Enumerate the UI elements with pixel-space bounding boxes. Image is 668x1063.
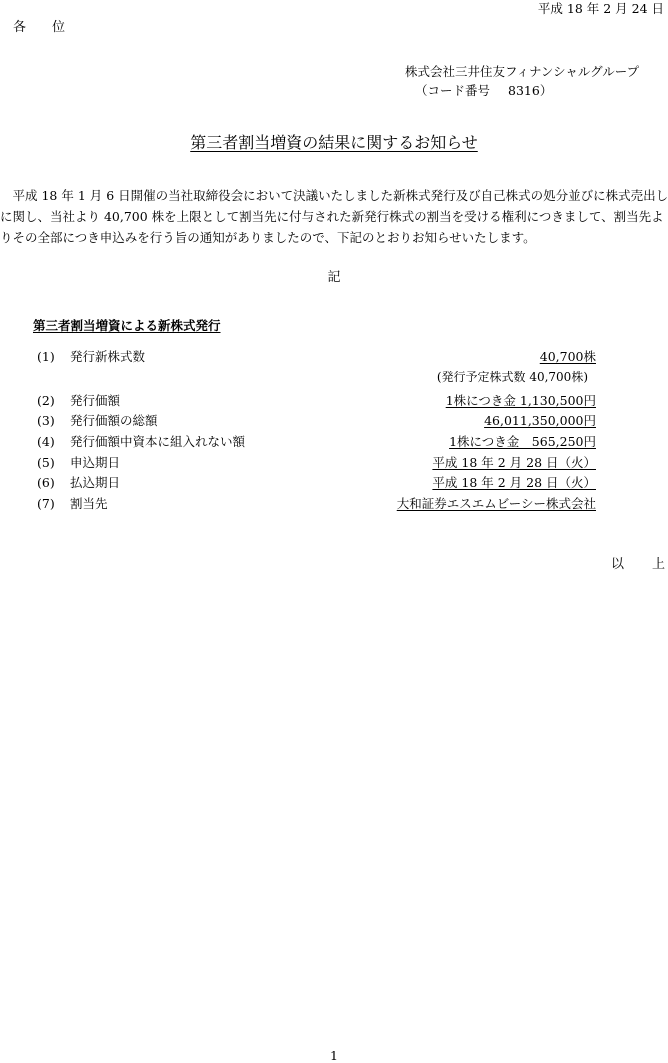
body-line-1: 平成 18 年 1 月 6 日開催の当社取締役会において決議いたしました新株式発行及び自己株式の処分並びに株式売出し — [0, 188, 668, 203]
item-number-4: (4) — [37, 434, 55, 449]
item-label-3: 発行価額の総額 — [70, 413, 158, 428]
item-number-2: (2) — [37, 393, 55, 408]
item-number-1: (1) — [37, 349, 55, 364]
addressee-right: 位 — [52, 20, 66, 35]
code-value: 8316） — [508, 83, 553, 98]
item-number-7: (7) — [37, 496, 55, 511]
section-title: 第三者割当増資による新株式発行 — [33, 318, 221, 333]
item-number-6: (6) — [37, 475, 55, 490]
document-date: 平成 18 年 2 月 24 日 — [537, 1, 664, 16]
item-label-2: 発行価額 — [70, 393, 121, 408]
company-name: 株式会社三井住友フィナンシャルグループ — [405, 64, 640, 79]
addressee-left: 各 — [13, 20, 27, 35]
page-number: 1 — [330, 1048, 338, 1063]
body-paragraph — [0, 185, 668, 248]
closing-mark — [611, 557, 665, 573]
body-line-2: に関し、当社より 40,700 株を上限として割当先に付与された新発行株式の割当を受ける権利につきまして、割当先よ — [0, 209, 664, 224]
item-value-4: 1株につき金 565,250円 — [449, 434, 596, 449]
body-line-3: りその全部につき申込みを行う旨の通知がありましたので、下記のとおりお知らせいたします。 — [0, 230, 536, 245]
item-value-5: 平成 18 年 2 月 28 日（火） — [432, 455, 596, 470]
item-label-1: 発行新株式数 — [70, 349, 146, 364]
company-code — [415, 83, 552, 98]
item-value-7: 大和証券エスエムビーシー株式会社 — [396, 496, 596, 511]
document-title — [0, 133, 668, 152]
closing-left: 以 — [611, 557, 625, 572]
item-value-1: 40,700株 — [539, 349, 596, 364]
addressee — [13, 20, 65, 36]
item-note-1: (発行予定株式数 40,700株) — [436, 370, 588, 384]
item-value-3: 46,011,350,000円 — [484, 413, 596, 428]
code-label: （コード番号 — [415, 83, 491, 98]
item-number-5: (5) — [37, 455, 55, 470]
closing-right: 上 — [652, 557, 666, 572]
item-value-6: 平成 18 年 2 月 28 日（火） — [432, 475, 596, 490]
item-label-7: 割当先 — [70, 496, 108, 511]
item-label-6: 払込期日 — [70, 475, 121, 490]
document-title-text: 第三者割当増資の結果に関するお知らせ — [190, 133, 478, 152]
item-label-4: 発行価額中資本に組入れない額 — [70, 434, 246, 449]
ki-marker: 記 — [327, 270, 341, 285]
item-label-5: 申込期日 — [70, 455, 121, 470]
item-number-3: (3) — [37, 413, 55, 428]
item-value-2: 1株につき金 1,130,500円 — [445, 393, 596, 408]
